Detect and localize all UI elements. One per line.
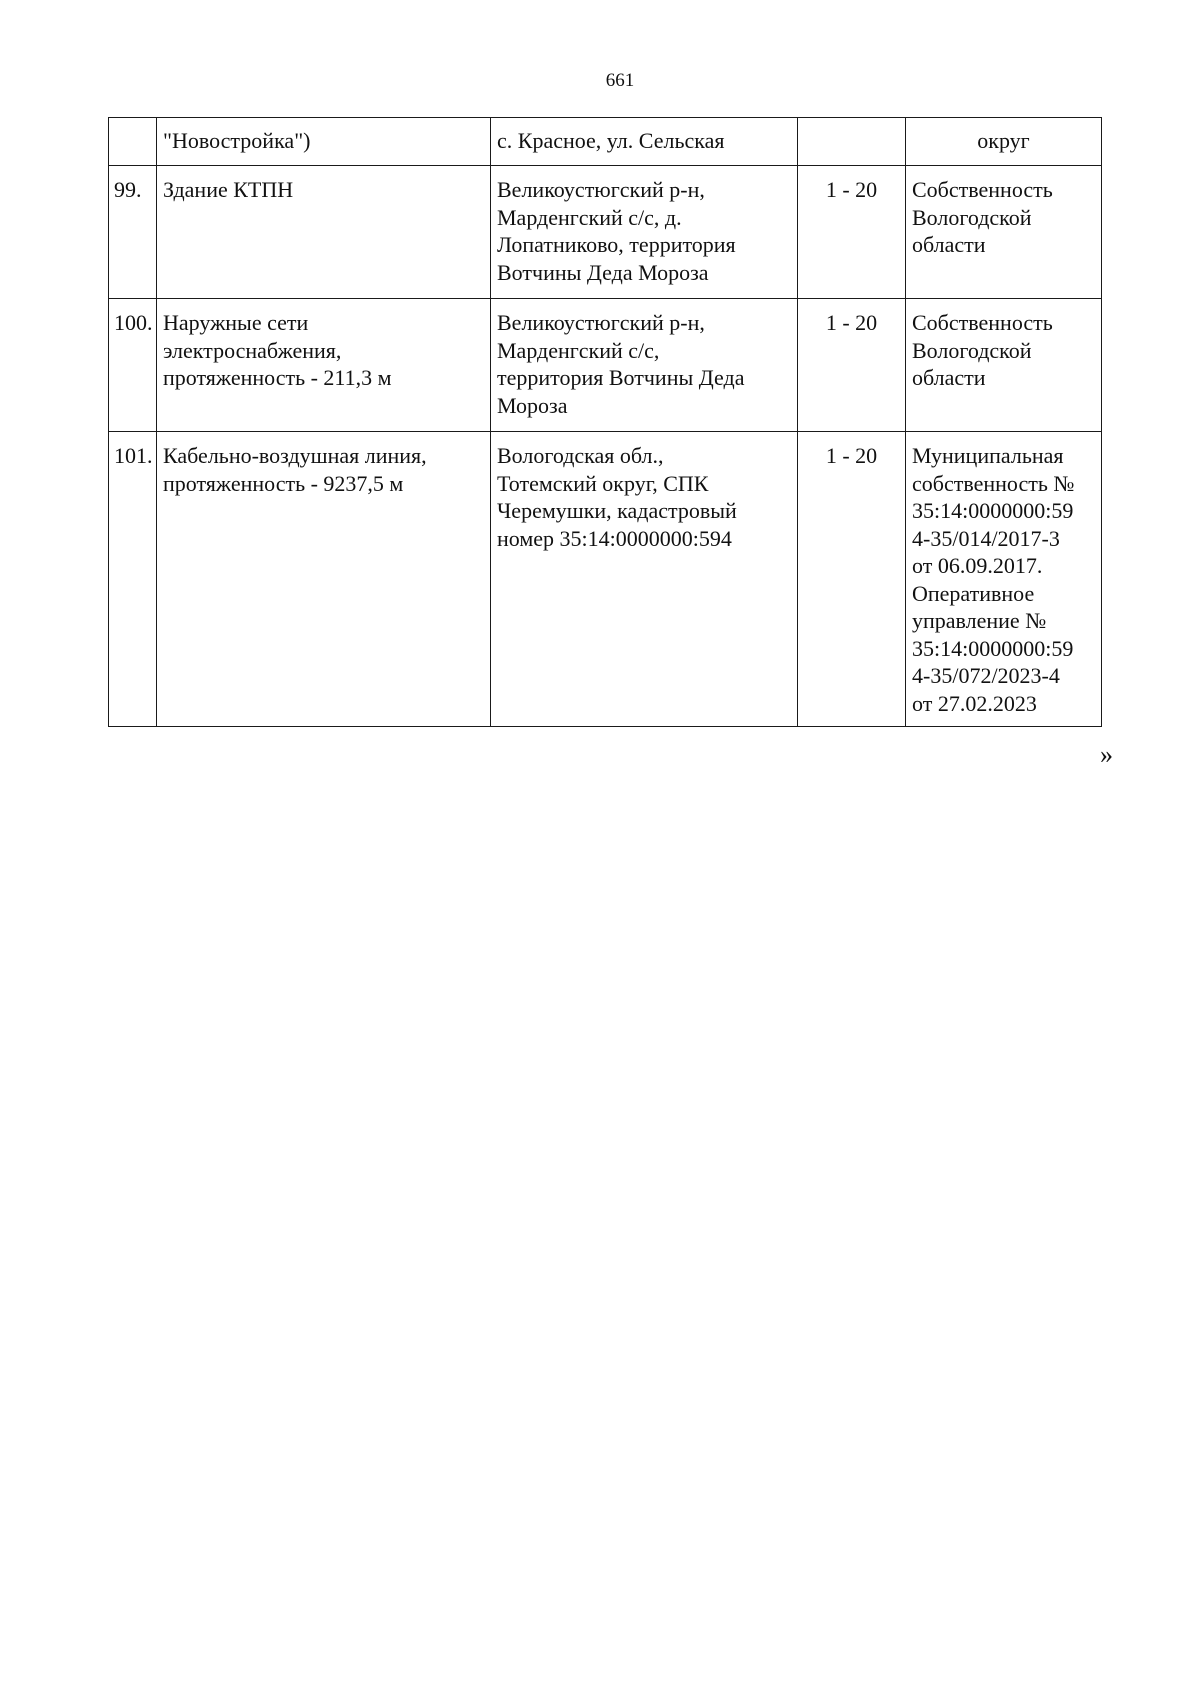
cell-object-name: Наружные сети электроснабжения, протяженность - 211,3 м — [157, 299, 491, 432]
table-row — [109, 166, 1102, 299]
cell-address: Вологодская обл., Тотемский округ, СПК Черемушки, кадастровый номер 35:14:0000000:594 — [491, 432, 798, 727]
cell-term: 1 - 20 — [798, 166, 906, 299]
cell-number — [109, 118, 157, 166]
table-row — [109, 299, 1102, 432]
cell-ownership: Собственность Вологодской области — [906, 166, 1102, 299]
cell-number: 99. — [109, 166, 157, 299]
cell-address: с. Красное, ул. Сельская — [491, 118, 798, 166]
cell-term: 1 - 20 — [798, 299, 906, 432]
page-number: 661 — [605, 70, 635, 91]
cell-number: 101. — [109, 432, 157, 727]
cell-object-name: Здание КТПН — [157, 166, 491, 299]
property-table — [108, 117, 1102, 727]
closing-quote-mark: » — [1100, 740, 1113, 769]
table-row — [109, 432, 1102, 727]
cell-address: Великоустюгский р-н, Марденгский с/с, д. Лопатниково, территория Вотчины Деда Мороза — [491, 166, 798, 299]
table-row-continuation — [109, 118, 1102, 166]
cell-ownership: округ — [906, 118, 1102, 166]
cell-ownership: Собственность Вологодской области — [906, 299, 1102, 432]
cell-address: Великоустюгский р-н, Марденгский с/с, территория Вотчины Деда Мороза — [491, 299, 798, 432]
cell-number: 100. — [109, 299, 157, 432]
cell-ownership: Муниципальная собственность № 35:14:0000000:59 4-35/014/2017-3 от 06.09.2017. Оперативное управление № 35:14:0000000:59 4-35/072/2023-4 от 27.02.2023 — [906, 432, 1102, 727]
cell-term — [798, 118, 906, 166]
cell-object-name: "Новостройка") — [157, 118, 491, 166]
cell-term: 1 - 20 — [798, 432, 906, 727]
cell-object-name: Кабельно-воздушная линия, протяженность - 9237,5 м — [157, 432, 491, 727]
